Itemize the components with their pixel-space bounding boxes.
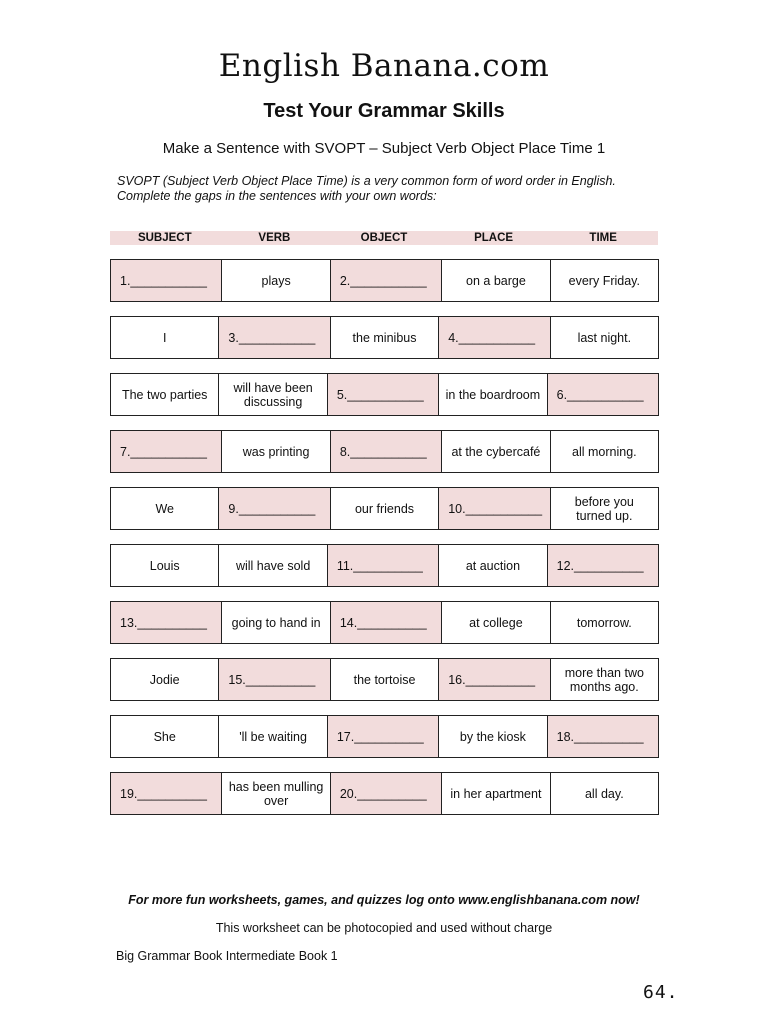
place-cell: on a barge	[442, 260, 550, 301]
sentence-row	[110, 772, 659, 815]
time-cell: all morning.	[572, 444, 637, 459]
copy-note: This worksheet can be photocopied and used without charge	[215, 921, 553, 935]
verb-cell: was printing	[222, 431, 330, 472]
column-header-subject: SUBJECT	[137, 232, 192, 244]
time-cell: all day.	[584, 786, 624, 801]
site-logo: English Banana.com	[218, 48, 550, 84]
subject-cell: I	[111, 317, 219, 358]
gap-object-cell[interactable]: 20.__________	[331, 773, 442, 814]
object-cell: the tortoise	[331, 659, 439, 700]
gap-object-cell[interactable]: 8.___________	[331, 431, 442, 472]
subject-cell: She	[111, 716, 219, 757]
gap-place-cell[interactable]: 10.___________	[439, 488, 550, 529]
time-cell: last night.	[577, 330, 632, 345]
gap-place-cell[interactable]: 16.__________	[439, 659, 550, 700]
instructions-line-2: Complete the gaps in the sentences with your own words:	[117, 189, 437, 203]
verb-cell: will have been discussing	[219, 374, 327, 415]
gap-time-cell[interactable]: 6.___________	[548, 374, 658, 415]
place-cell: in her apartment	[442, 773, 550, 814]
gap-time-cell[interactable]: 12.__________	[548, 545, 658, 586]
gap-time-cell[interactable]: 18.__________	[548, 716, 658, 757]
time-cell: tomorrow.	[576, 615, 632, 630]
verb-cell: plays	[222, 260, 330, 301]
gap-object-cell[interactable]: 14.__________	[331, 602, 442, 643]
time-cell: every Friday.	[568, 273, 640, 288]
sentence-row	[110, 544, 659, 587]
page-subtitle: Make a Sentence with SVOPT – Subject Verb Object Place Time 1	[162, 140, 606, 157]
place-cell: at auction	[439, 545, 547, 586]
subject-cell: Louis	[111, 545, 219, 586]
subject-cell: The two parties	[111, 374, 219, 415]
instructions	[117, 174, 677, 204]
book-title: Big Grammar Book Intermediate Book 1	[116, 949, 338, 963]
sentence-row	[110, 316, 659, 359]
gap-verb-cell[interactable]: 9.___________	[219, 488, 330, 529]
gap-place-cell[interactable]: 4.___________	[439, 317, 550, 358]
place-cell: at the cybercafé	[442, 431, 550, 472]
verb-cell: going to hand in	[222, 602, 330, 643]
gap-subject-cell[interactable]: 7.___________	[111, 431, 222, 472]
time-cell: before you turned up.	[574, 494, 634, 523]
subject-cell: Jodie	[111, 659, 219, 700]
sentence-row	[110, 430, 659, 473]
column-header-verb: VERB	[258, 232, 291, 244]
place-cell: in the boardroom	[439, 374, 547, 415]
gap-subject-cell[interactable]: 1.___________	[111, 260, 222, 301]
sentence-row	[110, 715, 659, 758]
time-cell: more than two months ago.	[564, 665, 644, 694]
gap-verb-cell[interactable]: 3.___________	[219, 317, 330, 358]
object-cell: the minibus	[331, 317, 439, 358]
subject-cell: We	[111, 488, 219, 529]
page-number: 64.	[643, 982, 679, 1003]
gap-subject-cell[interactable]: 19.__________	[111, 773, 222, 814]
place-cell: by the kiosk	[439, 716, 547, 757]
gap-object-cell[interactable]: 2.___________	[331, 260, 442, 301]
instructions-line-1: SVOPT (Subject Verb Object Place Time) is a very common form of word order in English.	[117, 174, 616, 188]
verb-cell: 'll be waiting	[219, 716, 327, 757]
sentence-row	[110, 658, 659, 701]
promo-text: For more fun worksheets, games, and quizzes log onto www.englishbanana.com now!	[128, 893, 640, 907]
verb-cell: has been mulling over	[222, 773, 330, 814]
sentence-table	[110, 259, 659, 829]
column-header-place: PLACE	[474, 232, 514, 244]
sentence-row	[110, 601, 659, 644]
column-header-row	[110, 231, 658, 245]
sentence-row	[110, 487, 659, 530]
place-cell: at college	[442, 602, 550, 643]
sentence-row	[110, 259, 659, 302]
page-title: Test Your Grammar Skills	[263, 100, 505, 122]
gap-object-cell[interactable]: 5.___________	[328, 374, 439, 415]
column-header-object: OBJECT	[360, 232, 408, 244]
gap-subject-cell[interactable]: 13.__________	[111, 602, 222, 643]
gap-object-cell[interactable]: 11.__________	[328, 545, 439, 586]
column-header-time: TIME	[589, 232, 617, 244]
gap-object-cell[interactable]: 17.__________	[328, 716, 439, 757]
verb-cell: will have sold	[219, 545, 327, 586]
sentence-row	[110, 373, 659, 416]
gap-verb-cell[interactable]: 15.__________	[219, 659, 330, 700]
object-cell: our friends	[331, 488, 439, 529]
